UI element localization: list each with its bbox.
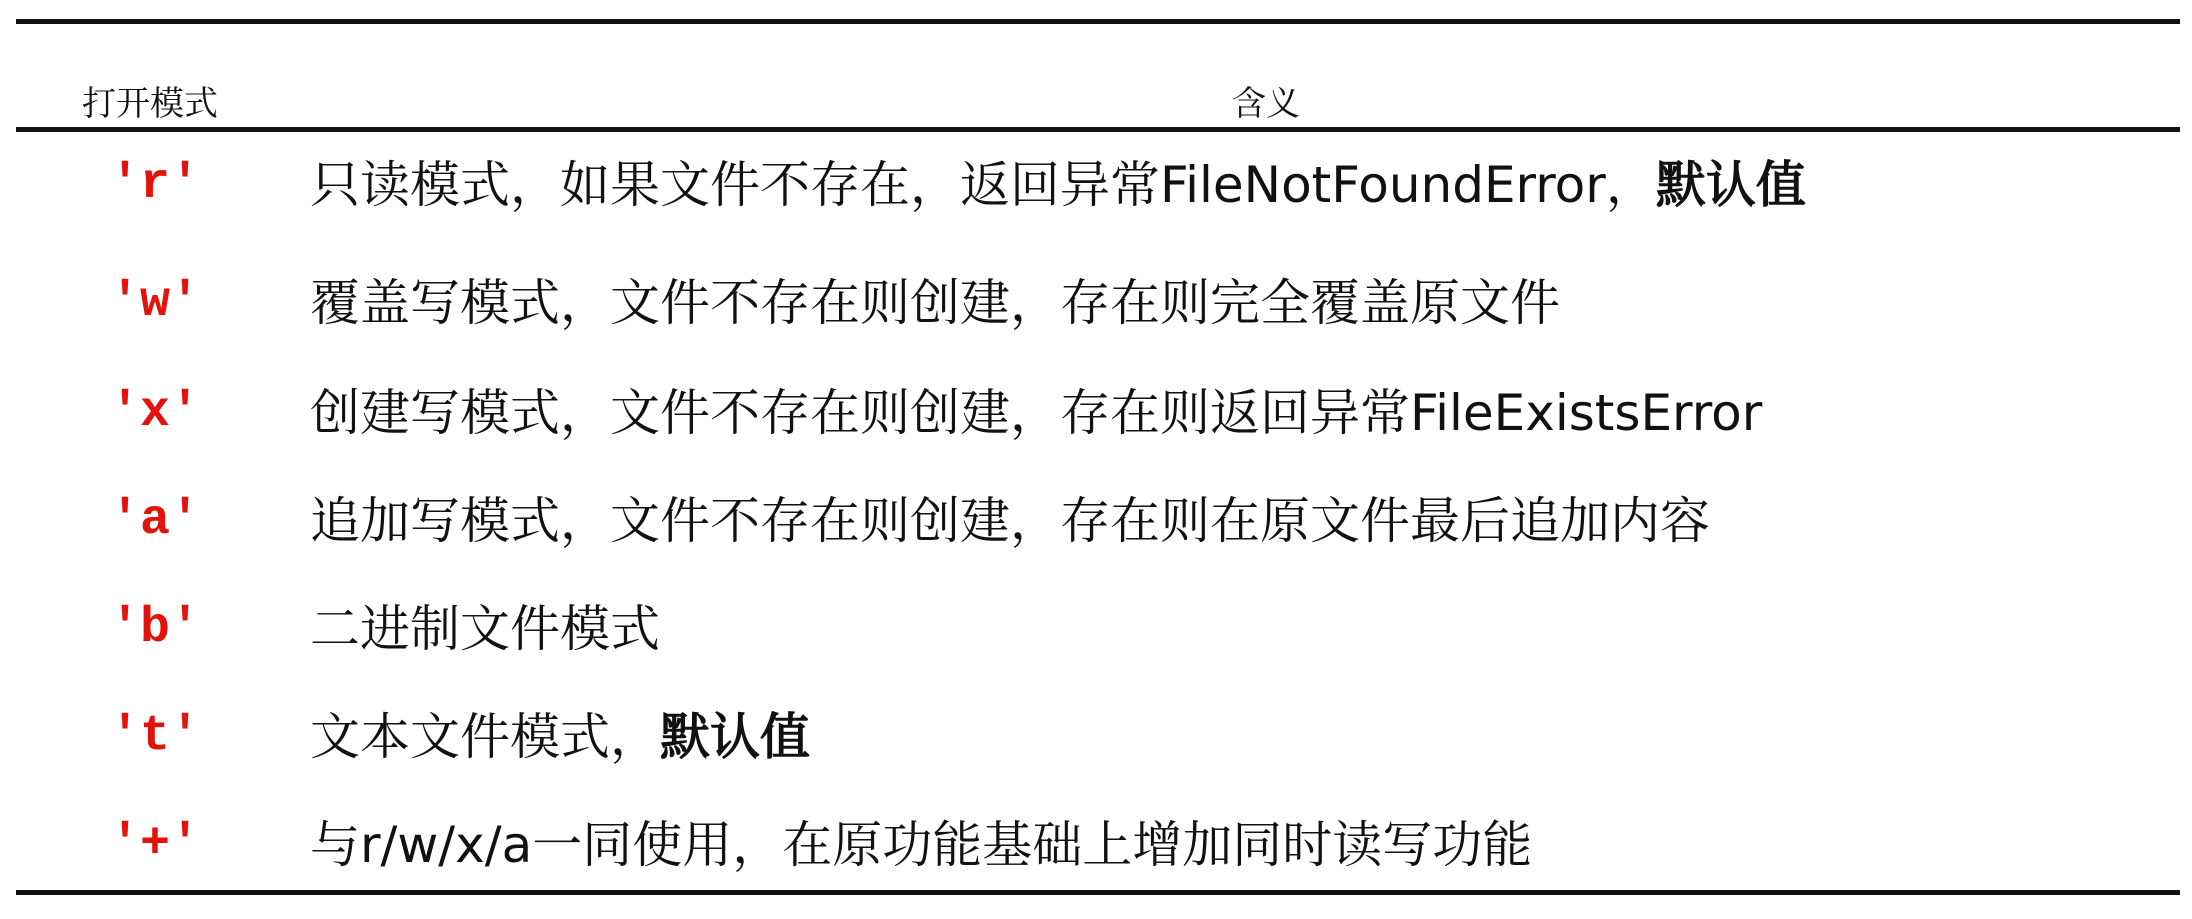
description-text: 与r/w/x/a一同使用，在原功能基础上增加同时读写功能 <box>310 816 1533 874</box>
description-text: 追加写模式，文件不存在则创建，存在则在原文件最后追加内容 <box>310 492 1710 550</box>
table-row <box>0 707 2192 767</box>
table-row <box>0 815 2192 875</box>
mode-code: 'b' <box>110 600 201 657</box>
mode-description <box>310 491 1710 551</box>
table-top-rule <box>16 19 2180 24</box>
description-text: 覆盖写模式，文件不存在则创建，存在则完全覆盖原文件 <box>310 274 1560 332</box>
column-header-mode: 打开模式 <box>82 84 218 124</box>
description-text: 创建写模式，文件不存在则创建，存在则返回异常FileExistsError <box>310 384 1763 442</box>
table-bottom-rule <box>16 890 2180 895</box>
mode-code: 'w' <box>110 274 201 331</box>
table-row <box>0 155 2192 215</box>
column-header-meaning: 含义 <box>1232 84 1300 124</box>
mode-description <box>310 155 1806 215</box>
description-text: 只读模式，如果文件不存在，返回异常FileNotFoundError， <box>310 156 1656 214</box>
mode-description <box>310 707 810 767</box>
table-header-rule <box>16 127 2180 132</box>
mode-code: 'a' <box>110 492 201 549</box>
default-emphasis: 默认值 <box>1655 156 1806 214</box>
mode-description <box>310 273 1560 333</box>
mode-code: 't' <box>110 708 201 765</box>
mode-description <box>310 815 1532 875</box>
table-row <box>0 273 2192 333</box>
mode-code: '+' <box>110 816 201 873</box>
table-row <box>0 491 2192 551</box>
description-text: 文本文件模式， <box>310 708 660 766</box>
mode-code: 'r' <box>110 156 201 213</box>
table-row <box>0 383 2192 443</box>
description-text: 二进制文件模式 <box>310 600 660 658</box>
mode-description <box>310 599 660 659</box>
table-row <box>0 599 2192 659</box>
default-emphasis: 默认值 <box>660 708 810 766</box>
mode-code: 'x' <box>110 384 201 441</box>
mode-description <box>310 383 1762 443</box>
